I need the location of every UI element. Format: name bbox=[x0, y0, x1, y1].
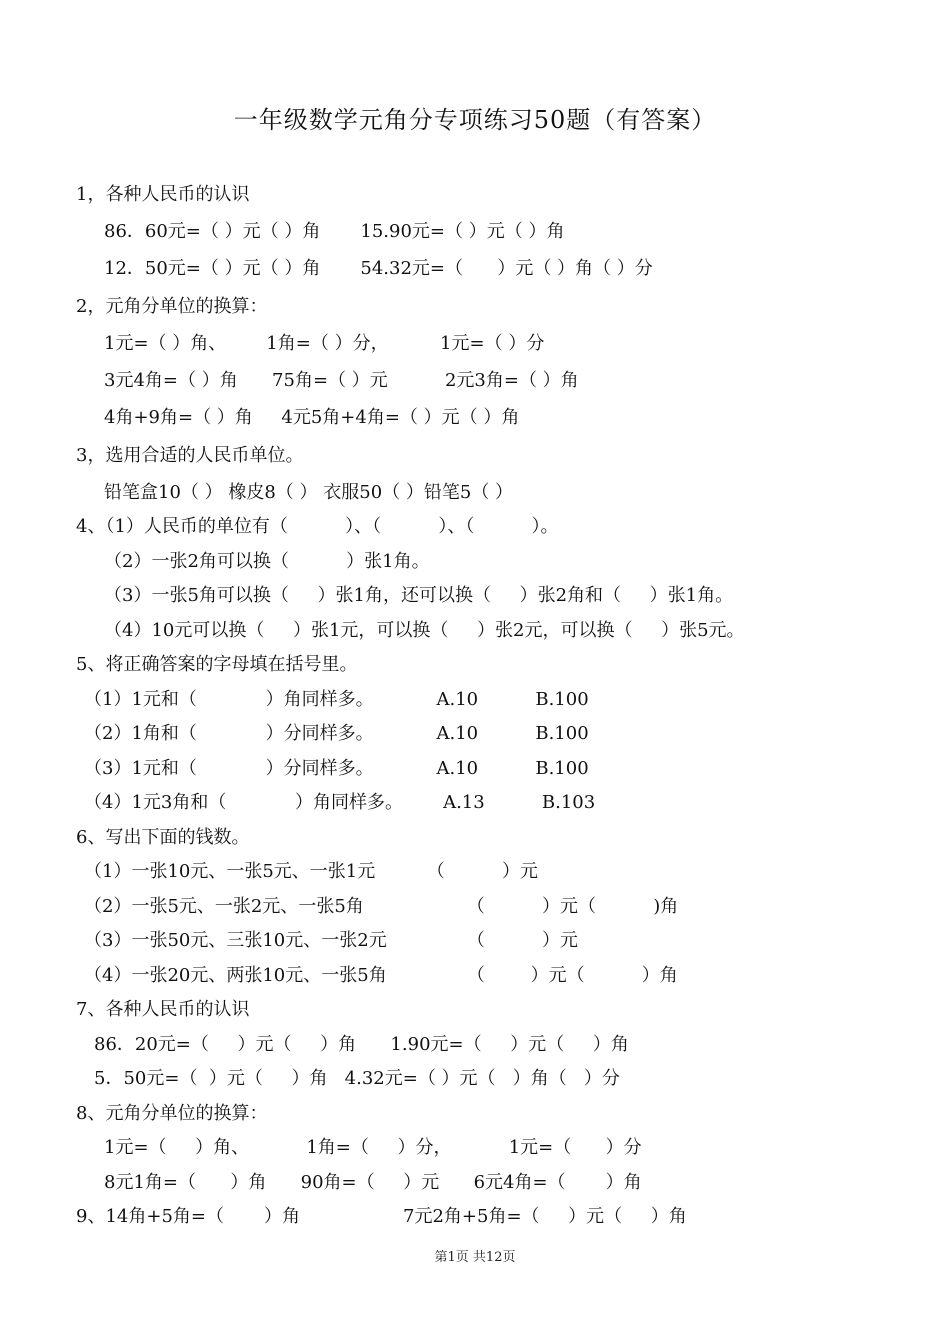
question-line: （1）一张10元、一张5元、一张1元 （ ）元 bbox=[84, 861, 538, 882]
question-line: 4角+9角=（ ）角 4元5角+4角=（ ）元（ ）角 bbox=[104, 407, 520, 428]
question-line: （4）1元3角和（ ）角同样多。 A.13 B.103 bbox=[84, 792, 596, 813]
question-line: 86．60元=（ ）元（ ）角 15.90元=（ ）元（ ）角 bbox=[104, 221, 565, 242]
section-5-heading: 5、将正确答案的字母填在括号里。 bbox=[76, 654, 358, 675]
section-8-heading: 8、元角分单位的换算： bbox=[76, 1103, 268, 1124]
question-line: 1元=（ ）角、 1角=（ ）分， 1元=（ ）分 bbox=[104, 333, 545, 354]
question-line: （3）一张50元、三张10元、一张2元 （ ）元 bbox=[84, 930, 579, 951]
question-line: （2）1角和（ ）分同样多。 A.10 B.100 bbox=[84, 723, 589, 744]
page-title: 一年级数学元角分专项练习50题（有答案） bbox=[233, 106, 717, 134]
section-2-heading: 2，元角分单位的换算： bbox=[76, 296, 268, 317]
question-line: （4）一张20元、两张10元、一张5角 （ ）元（ ）角 bbox=[84, 965, 678, 986]
question-line: （3）1元和（ ）分同样多。 A.10 B.100 bbox=[84, 758, 589, 779]
page-footer: 第1页 共12页 bbox=[434, 1250, 516, 1265]
question-line: 1元=（ ）角、 1角=（ ）分， 1元=（ ）分 bbox=[104, 1137, 642, 1158]
question-line: （3）一张5角可以换（ ）张1角，还可以换（ ）张2角和（ ）张1角。 bbox=[104, 585, 734, 606]
question-line: （2）一张2角可以换（ ）张1角。 bbox=[104, 551, 430, 572]
section-3-heading: 3，选用合适的人民币单位。 bbox=[76, 445, 304, 466]
question-line: （4）10元可以换（ ）张1元，可以换（ ）张2元，可以换（ ）张5元。 bbox=[104, 620, 745, 641]
section-9-heading: 9、14角+5角=（ ）角 7元2角+5角=（ ）元（ ）角 bbox=[76, 1206, 687, 1227]
question-line: 铅笔盒10（ ） 橡皮8（ ） 衣服50（ ）铅笔5（ ） bbox=[104, 482, 514, 503]
question-line: 86．20元=（ ）元（ ）角 1.90元=（ ）元（ ）角 bbox=[94, 1034, 629, 1055]
question-line: （2）一张5元、一张2元、一张5角 （ ）元（ )角 bbox=[84, 896, 679, 917]
question-line: 8元1角=（ ）角 90角=（ ）元 6元4角=（ ）角 bbox=[104, 1172, 642, 1193]
section-7-heading: 7、各种人民币的认识 bbox=[76, 999, 250, 1020]
question-line: 5．50元=（ ）元（ ）角 4.32元=（ ）元（ ）角（ ）分 bbox=[94, 1068, 620, 1089]
section-6-heading: 6、写出下面的钱数。 bbox=[76, 827, 250, 848]
section-1-heading: 1，各种人民币的认识 bbox=[76, 184, 250, 205]
question-line: 12．50元=（ ）元（ ）角 54.32元=（ ）元（ ）角（ ）分 bbox=[104, 258, 653, 279]
section-4-heading: 4、（1）人民币的单位有（ ）、（ ）、（ ）。 bbox=[76, 516, 559, 537]
question-line: （1）1元和（ ）角同样多。 A.10 B.100 bbox=[84, 689, 589, 710]
question-line: 3元4角=（ ）角 75角=（ ）元 2元3角=（ ）角 bbox=[104, 370, 579, 391]
